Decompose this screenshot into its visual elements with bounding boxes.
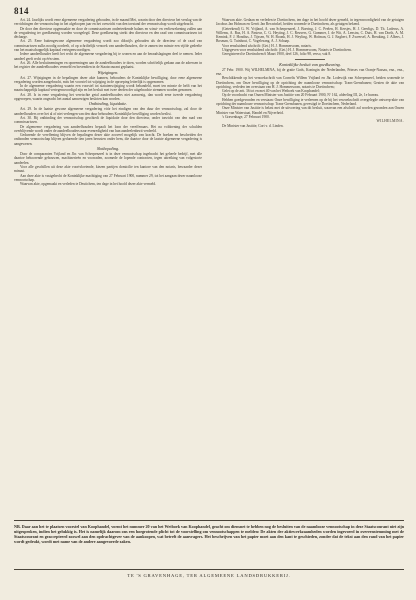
paragraph: De door den directeur opgemaakte en door de commissarissen onderteekende balans en winst- en verliesrekening zullen aan de vergadering ter goedkeuring worden voorgelegd. Deze goedkeuring strekt den directeur en den raad van commissarissen tot décharge. bbox=[14, 26, 202, 40]
paragraph: Art. 28. Is in eene vergadering het vereischte getal aandeelhouders niet aanwezig, dan wordt eene tweede vergadering opgeroepen, waarin ongeacht het aantal aanwezigen besloten kan worden. bbox=[14, 92, 202, 102]
footnote-text: Daar aan het te plaatsen voorstel van Koophandel, vormt het nummer 20 van het Wetboek van Koophandel, geacht om diensnet te hebben nog de besluiten van de naamlooze vennootschap in deze Staatscourant niet zijn uitgesproken, indien het gelukkig is. Het is namelijk daarom ons een hoegrotende plicht tot de voorstelling om vennootschappen te melden: De akten der aktiewerkzaamheden worden ingevoerd in overeenstemming met de Staatscourant en geaccepteerd zoowel aan den opdrachtgever van de aankoopen, wat betreft de aanvragers. Het beschrijven van het papier moet aan den kant te geschieden, zonder dat de tekst aan den rand van het papier wordt gedrukt, wordt met name van de andere aangevoerde zaken. bbox=[14, 524, 404, 544]
paragraph: Aan deze akte is vastgehecht de Koninklijke machtiging van 27 Februari 1900, nummer 29, tot het aangaan dezer naamlooze vennootschap. bbox=[14, 173, 202, 182]
section-heading: Slotbepaling. bbox=[96, 146, 120, 152]
paragraph: De algemeene vergadering van aandeelhouders bepaalt het loon der vereffenaars. Het na voldoening der schulden overblijvende wordt onder de aandeelhouders naar evenredigheid van hun aandeelenbezit verdeeld. bbox=[14, 124, 202, 133]
footnote-lead: NB. bbox=[14, 524, 21, 529]
section-divider bbox=[295, 59, 325, 60]
paragraph: Art. 29. In de laatste gewone algemeene vergadering vóór het eindigen van den duur der vennootschap, zal door de aandeelhouders over het al of niet verlengen van den duur behoudens Koninklijke bewilliging worden beslist. bbox=[14, 107, 202, 116]
paragraph: Hebben goedgevonden en verstaan: Onze bewilliging te verleenen op de bij het verzoekschrift overgelegde ontwerp-akte van oprichting der naamlooze vennootschap: Trans-Grensbanen, gevestigd te Doetinchem, Nederland. bbox=[216, 97, 404, 107]
paragraph: 27 Febr. 1900. Wij WILHELMINA, bij de gratie Gods, Koningin der Nederlanden, Prinses van Oranje-Nassau, enz., enz., enz. bbox=[216, 67, 404, 76]
columns bbox=[14, 18, 404, 516]
section-heading: Koninklijke besluit van goedkeuring. bbox=[279, 61, 341, 67]
paragraph: De Minister van Justitie, Cort v. d. Linden. bbox=[222, 123, 284, 128]
paragraph: Voor alle geschillen uit deze akte voortvloeiende, kiezen partijen domicilie ten kantore van den notaris, bewaarder dezer minuut. bbox=[14, 164, 202, 174]
paragraph: 's Gravenhage, 27 Februari 1900. bbox=[222, 114, 270, 119]
paragraph: (Geteekend) G. W. Vrijland, A. van Scherpenzeel, J. Boering, J. C. Peelen, H. Kersjes, H. J. Geerligs, D. Th. Loderus, A. Willems, A. Baz, H. A. Pasteur, C. G. Heyting, J. C. Reuvers, G. Gommer, J. de Wit, A. Lenstra, C. Duis, H. van Dorth, A. M. Kemink, F. J. Hondius, J. Tijssen, W. H. Boonk, H. J. Weyling, W. Hofman, G. J. Engbert, F. Zweersel, A. Breuking, J. Albers, J. Bosman, G. Tuinhout, C. Vogelesang, A. J. Schaap. bbox=[216, 26, 404, 44]
paragraph: Op de voordracht van Onzen Minister van Justitie van 20 Februari 1900, Nº 162, afdeeling III, 2e, 1e bureau. bbox=[222, 93, 379, 98]
paragraph: Gelet op de artt. 36 tot en met 40 van het Wetboek van Koophandel; bbox=[222, 89, 320, 94]
page-number: 814 bbox=[14, 6, 29, 16]
section-heading: Wijzigingen. bbox=[97, 69, 119, 75]
paragraph: Waarvan akte. Gedaan en verleden te Doetinchem, ten dage in het hoofd dezer gemeld, in tegenwoordigheid van de getuigen Jacobus Jan Holman en Gerrit Jan Rexwinkel, beiden wonende te Doetinchem, als getuigen bekend. bbox=[216, 18, 404, 27]
footer-rule bbox=[14, 520, 404, 521]
signature-line: WILHELMINA. bbox=[376, 119, 404, 124]
paragraph: Waarvan akte, opgemaakt en verleden te Deutichem, ten dage in het hoofd dezer akte vermeld. bbox=[20, 182, 157, 187]
footnote bbox=[14, 524, 404, 544]
paragraph: Onze Minister van Justitie is belast met de uitvoering van dit besluit, waarvan een afschrift zal worden gezonden aan Onzen Minister van Waterstaat, Handel en Nijverheid. bbox=[216, 106, 404, 115]
printer-imprint: TE 'S GRAVENHAGE, TER ALGEMEENE LANDSDRUKKERIJ. bbox=[127, 573, 291, 578]
right-column bbox=[216, 18, 404, 516]
paragraph: Art. 30. Bij ontbinding der vennootschap geschiedt de liquidatie door den directeur, onder toezicht van den raad van commissarissen. bbox=[14, 115, 202, 125]
paragraph: Art. 27. Wijzigingen in de bepalingen dezer akte kunnen, behoudens de Koninklijke bewilliging, door eene algemeene vergadering worden aangebracht, mits het voorstel tot wijziging in de oproeping letterlijk is opgenomen. bbox=[14, 75, 202, 84]
paragraph: Art. 26. Alle besluitnemingen en opneemingen aan de aandeelhouders te doen, worden schriftelijk gedaan aan de adressen in het register der aandeelhouders vermeld en bovendien in de Staatscourant geplaatst. bbox=[14, 60, 202, 70]
paragraph: Uitgegeven voor eensluidend afschrift: (Get.) H. J. Hommersoom, Notaris te Doetinchem. bbox=[222, 48, 352, 53]
newspaper-page bbox=[14, 6, 404, 594]
left-column bbox=[14, 18, 202, 516]
paragraph: In de algemeene vergadering waarin een voorstel tot statutenwijziging wordt behandeld, moet ten minste de helft van het maatschappelijk kapitaal vertegenwoordigd zijn en het besluit met twee derden der uitgebrachte stemmen worden genomen. bbox=[14, 84, 202, 93]
paragraph: Iedere aandeelhouder heeft het recht de algemeene vergadering bij te wonen en aan de beraadslagingen deel te nemen. Ieder aandeel geeft recht op één stem. bbox=[14, 52, 202, 61]
paragraph: Voor eensluidend afschrift: (Get.) H. J. Hommersoom, notaris. bbox=[222, 43, 312, 48]
paragraph: Door de comparanten Vrijland en Jhr. van Scherpenzeel is in deze vennootschap ingebracht het geheele bedrijf, met alle daartoe behoorende gebouwen, machinerieën en voorraden, zoomede de lopende contracten, tegen uitreiking van volgestorte aandeelen. bbox=[14, 152, 202, 165]
paragraph: Gedurende de vereffening blijven de bepalingen dezer akte zooveel mogelijk van kracht. De boeken en bescheiden der ontbonden vennootschap blijven gedurende tien jaren berusten onder hem, die daartoe door de laatste algemeene vergadering is aangewezen. bbox=[14, 133, 202, 146]
paragraph: Geregistreerd te Doetinchem 6 Maart 1900, deel 126, folio 98, verso, vak 8. bbox=[222, 52, 332, 57]
section-heading: Ontbinding, liquidatie. bbox=[88, 101, 128, 107]
paragraph: Art. 25. Eene buitengewone algemeene vergadering wordt zoo dikwijls gehouden als de directeur of de raad van commissarissen zulks noodig oordeelt, of op schriftelijk verzoek van aandeelhouders, die te zamen ten minste een vijfde gedeelte van het maatschappelijk kapitaal vertegenwoordigen. bbox=[14, 39, 202, 53]
paragraph: Beschikkende op het verzoekschrift van Cornelis Willem Vrijland en Jhr. Lodewijk van Scherpenzeel, beiden wonende te Doetinchem, om Onze bewilliging op de oprichting der naamlooze vennootschap: Trans-Grensbanen; Gezien de akte van oprichting, verleden ten overstaan van H. J. Hommersoom, notaris te Doetinchem; bbox=[216, 76, 404, 89]
imprint-rule bbox=[14, 569, 404, 570]
paragraph: Art. 24. Jaarlijks wordt eene algemeene vergadering gehouden, in de maand Mei, waarin door den directeur het verslag van de verrichtingen der vennootschap in het afgeloopen jaar en het overzicht van den toestand der vennootschap wordt uitgebracht. bbox=[14, 18, 202, 27]
